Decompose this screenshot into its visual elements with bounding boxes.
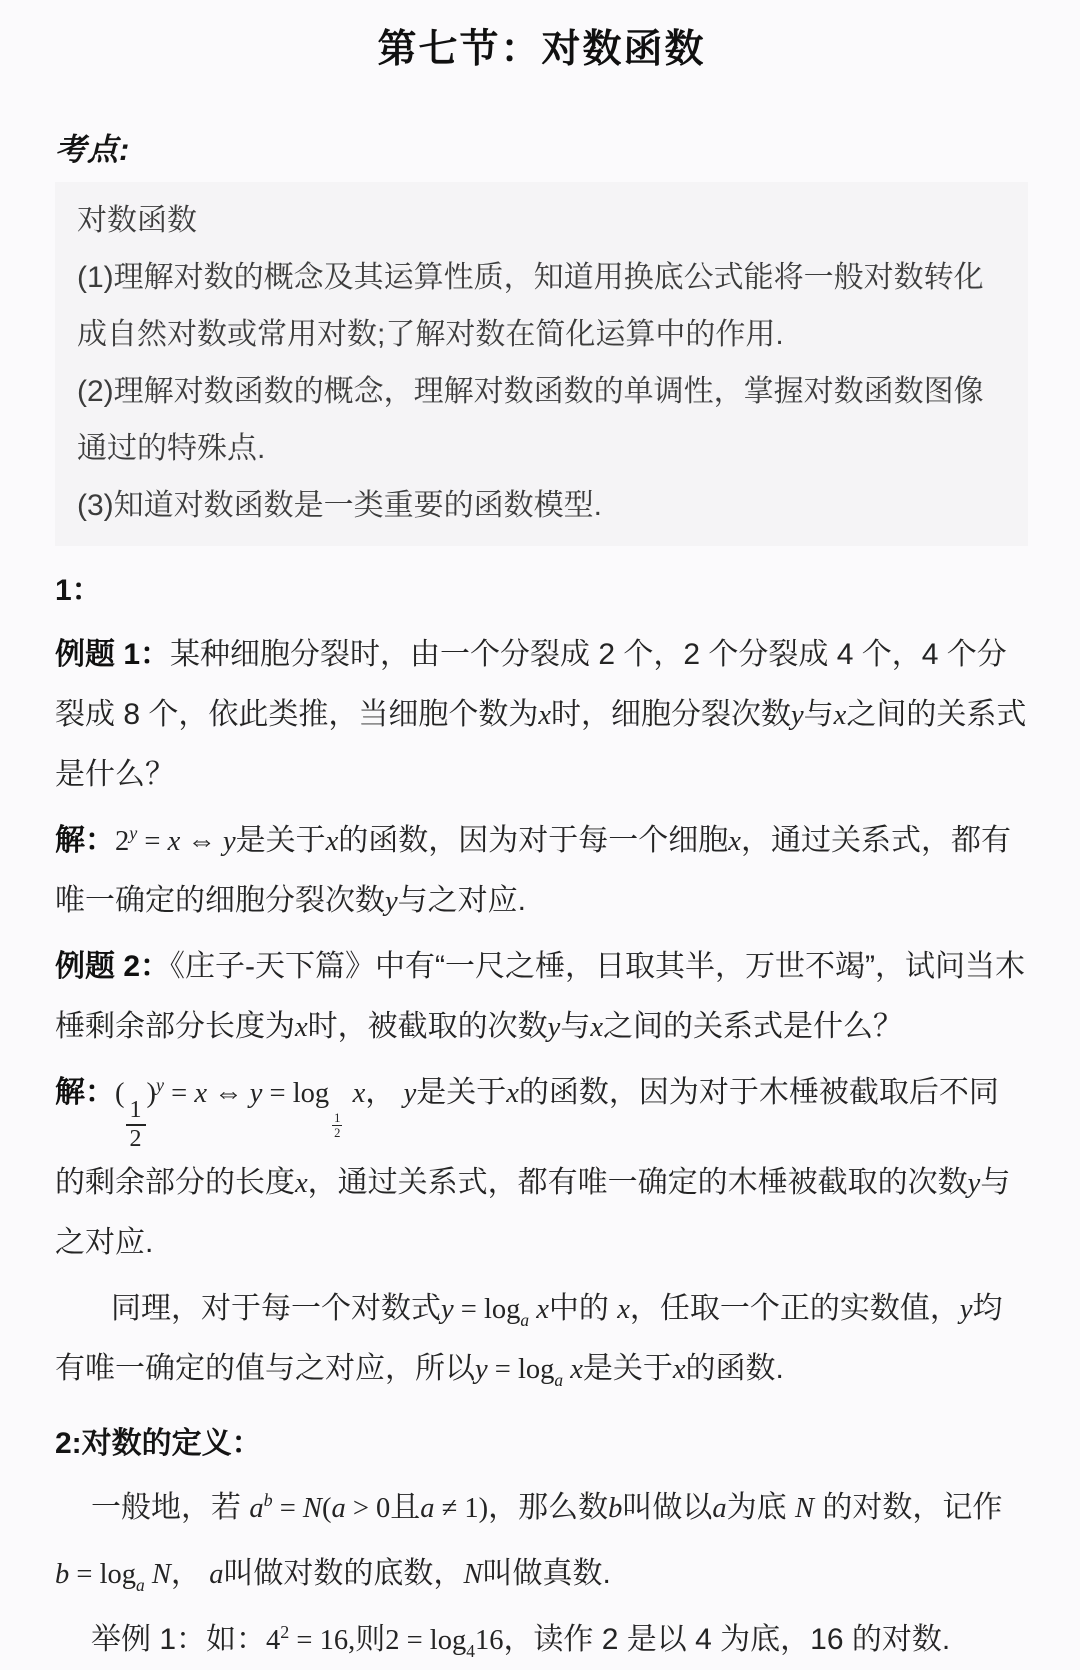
solution-1-paragraph: 解：$2^y = x$ ⇔ y是关于x的函数，因为对于每一个细胞x，通过关系式，都有唯一确定的细胞分裂次数y与之对应. [55,823,1011,917]
exam-points-line-3: (2)理解对数函数的概念，理解对数函数的单调性，掌握对数函数图像通过的特殊点. [77,375,984,465]
example-1-paragraph: 例题 1：某种细胞分裂时，由一个分裂成 2 个，2 个分裂成 4 个，4 个分裂成 8 个，依此类推，当细胞个数为x时，细胞分裂次数y与x之间的关系式是什么？ [55,638,1027,791]
page-title: 第七节：对数函数 [377,28,706,71]
exam-points-line-2: (1)理解对数的概念及其运算性质，知道用换底公式能将一般对数转化成自然对数或常用对数;了解对数在简化运算中的作用. [77,261,984,351]
section-1-label: 1： [55,574,102,607]
exam-points-line-4: (3)知道对数函数是一类重要的函数模型. [77,489,602,522]
solution-2-paragraph: 解：( $\frac{1}{2}$ )$^y$ = x ⇔ y = log $\frac{1}{2}$ x， y是关于x的函数，因为对于木棰被截取后不同的剩余部分的长度x，通过关系式，都有唯一确定的木棰被截取的次数y与之对应. [55,1075,1011,1259]
example-2-paragraph: 例题 2：《庄子-天下篇》中有“一尺之棰，日取其半，万世不竭”，试问当木棰剩余部分长度为x时，被截取的次数y与x之间的关系式是什么？ [55,950,1026,1043]
exam-points-line-1: 对数函数 [77,204,197,237]
definition-paragraph: 一般地，若 $a^b = N(a > 0$且a ≠ 1)，那么数b叫做以a为底 N 的对数，记作 [91,1489,1003,1524]
section-2-label: 2:对数的定义： [55,1426,262,1460]
definition-formula-line: $b = \log_a N$， a叫做对数的底数，N叫做真数. [55,1556,611,1595]
example-note-paragraph: 举例 1：如：$4^2 = 16$,则$2 = \log_416$，读作 2 是以 4 为底，16 的对数. [91,1621,951,1661]
exam-points-heading: 考点: [55,132,131,167]
corollary-paragraph: 同理，对于每一个对数式$y = \log_a x$中的 x，任取一个正的实数值，y均有唯一确定的值与之对应，所以$y = \log_a x$是关于x的函数. [55,1291,1003,1390]
exam-points-box [55,182,1028,546]
